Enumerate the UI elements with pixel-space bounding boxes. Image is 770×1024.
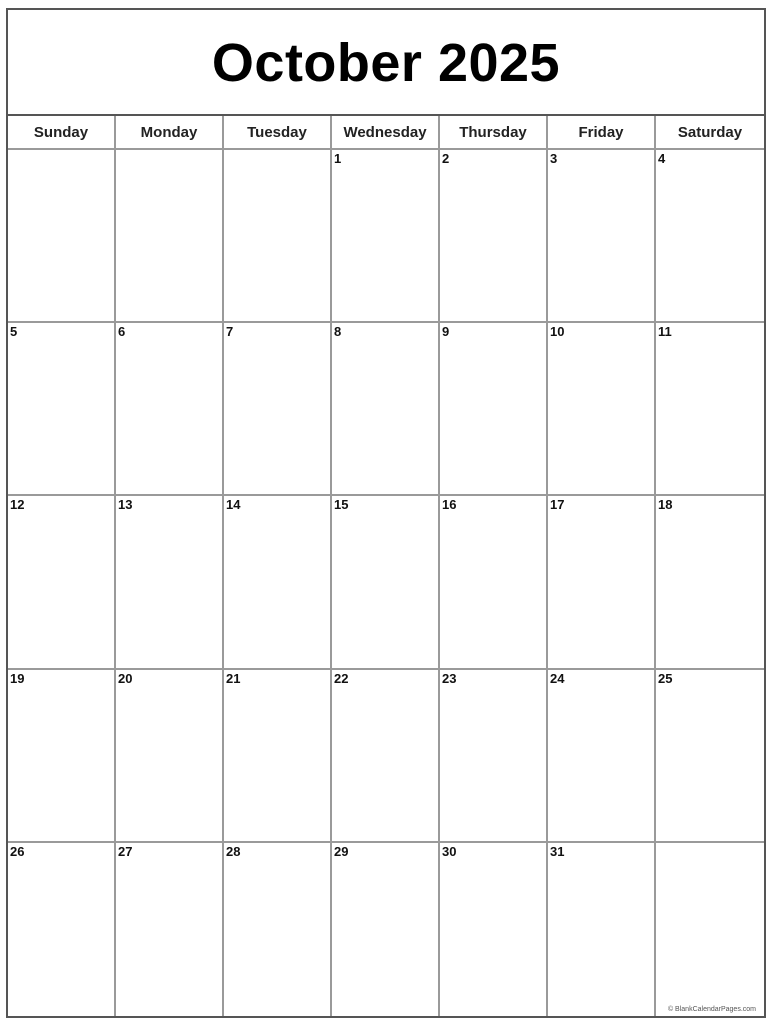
day-cell	[548, 496, 656, 669]
weekday-header-friday: Friday	[548, 116, 656, 150]
day-number: 25	[658, 670, 673, 686]
day-number: 17	[550, 497, 565, 513]
day-number: 13	[118, 497, 133, 513]
day-number: 18	[658, 497, 673, 513]
day-cell	[116, 496, 224, 669]
day-cell	[116, 323, 224, 496]
day-cell	[116, 843, 224, 1016]
day-number: 27	[118, 843, 133, 859]
day-cell	[440, 150, 548, 323]
day-cell	[224, 496, 332, 669]
weekday-header-thursday: Thursday	[440, 116, 548, 150]
day-cell	[8, 323, 116, 496]
site-credit: © BlankCalendarPages.com	[667, 1005, 756, 1013]
day-number: 30	[442, 843, 457, 859]
weekday-header-monday: Monday	[116, 116, 224, 150]
day-number: 23	[442, 670, 457, 686]
day-number: 4	[658, 151, 666, 166]
day-number: 22	[334, 670, 349, 686]
day-cell	[440, 843, 548, 1016]
weekday-header-saturday: Saturday	[656, 116, 764, 150]
calendar-page	[6, 8, 766, 1018]
day-cell	[656, 496, 764, 669]
day-cell	[8, 670, 116, 843]
day-number: 24	[550, 670, 565, 686]
day-cell	[332, 323, 440, 496]
day-cell	[332, 496, 440, 669]
day-number: 11	[658, 324, 672, 340]
day-cell	[548, 843, 656, 1016]
weekday-header-sunday: Sunday	[8, 116, 116, 150]
day-cell	[116, 150, 224, 323]
day-number: 9	[442, 324, 450, 340]
day-cell	[332, 670, 440, 843]
day-number: 8	[334, 324, 342, 340]
day-number: 26	[10, 843, 25, 859]
day-number: 20	[118, 670, 133, 686]
day-cell	[656, 670, 764, 843]
day-cell	[8, 150, 116, 323]
day-cell	[548, 670, 656, 843]
day-cell	[548, 323, 656, 496]
day-number: 31	[550, 843, 565, 859]
day-cell	[8, 496, 116, 669]
day-cell	[332, 843, 440, 1016]
day-number: 5	[10, 324, 18, 340]
day-cell	[332, 150, 440, 323]
day-cell	[548, 150, 656, 323]
day-number: 29	[334, 843, 349, 859]
day-number: 28	[226, 843, 241, 859]
day-number: 3	[550, 151, 558, 166]
day-cell	[224, 670, 332, 843]
day-number: 12	[10, 497, 25, 513]
day-cell	[224, 150, 332, 323]
day-cell	[656, 150, 764, 323]
calendar-title: October 2025	[211, 33, 561, 93]
day-cell	[440, 670, 548, 843]
day-number: 21	[226, 670, 241, 686]
day-cell	[224, 323, 332, 496]
day-cell	[8, 843, 116, 1016]
day-cell	[440, 323, 548, 496]
calendar-grid	[8, 116, 764, 1016]
weekday-header-tuesday: Tuesday	[224, 116, 332, 150]
day-number: 15	[334, 497, 349, 513]
day-number: 16	[442, 497, 457, 513]
title-area	[8, 10, 764, 116]
weekday-header-wednesday: Wednesday	[332, 116, 440, 150]
day-cell	[656, 323, 764, 496]
day-cell	[116, 670, 224, 843]
day-number: 19	[10, 670, 25, 686]
day-number: 10	[550, 324, 565, 340]
day-cell	[656, 843, 764, 1016]
day-number: 2	[442, 151, 450, 166]
day-cell	[224, 843, 332, 1016]
day-cell	[440, 496, 548, 669]
day-number: 6	[118, 324, 126, 340]
day-number: 1	[334, 151, 342, 166]
day-number: 7	[226, 324, 234, 340]
day-number: 14	[226, 497, 241, 513]
